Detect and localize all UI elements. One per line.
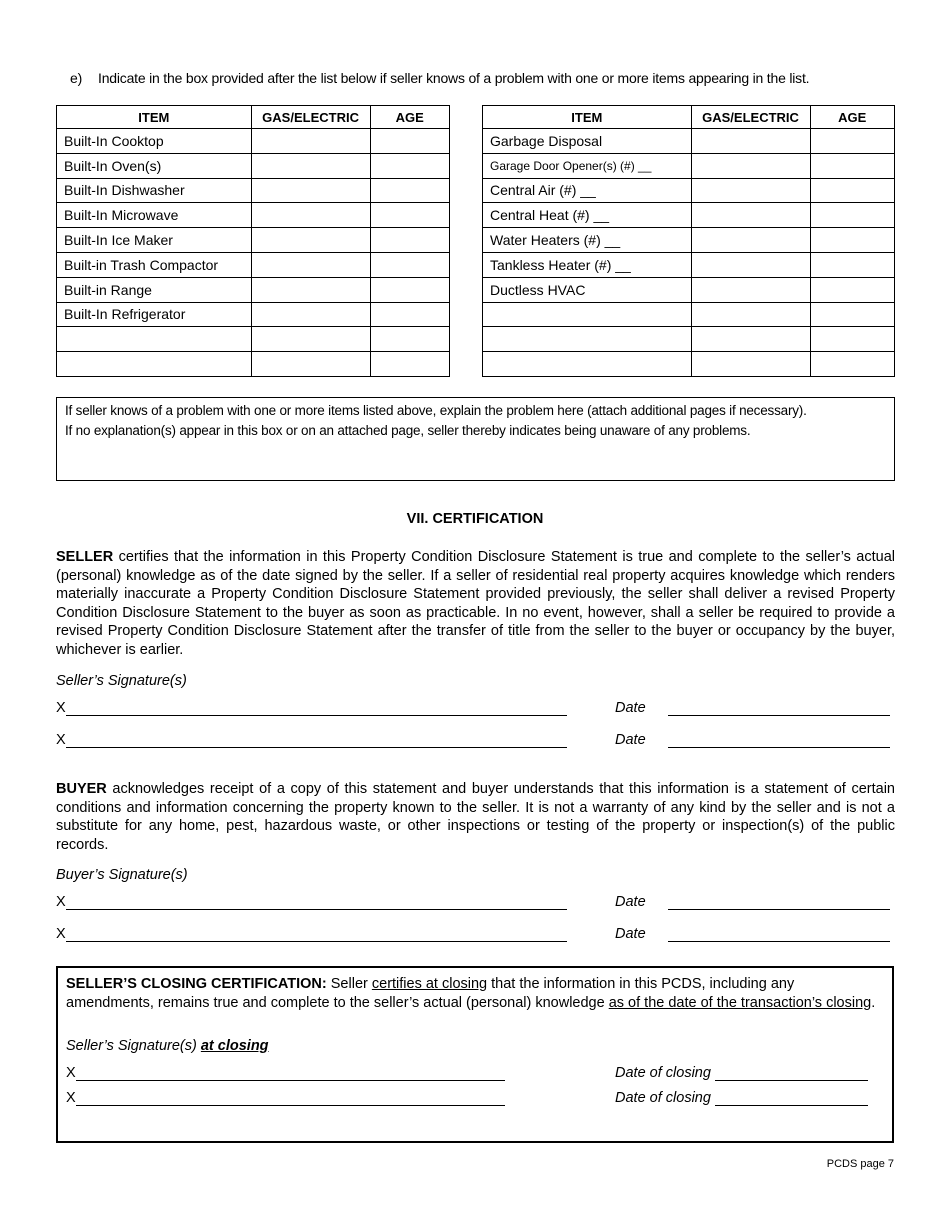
item-name-cell: Garage Door Opener(s) (#) __ bbox=[483, 153, 692, 178]
age-cell[interactable] bbox=[810, 302, 895, 327]
table-row bbox=[57, 302, 450, 327]
date-label: Date bbox=[615, 894, 646, 910]
closing-certification-text bbox=[66, 975, 886, 1012]
age-cell[interactable] bbox=[810, 178, 895, 203]
header-age: AGE bbox=[370, 106, 449, 129]
item-name-cell bbox=[483, 302, 692, 327]
table-row bbox=[483, 327, 895, 352]
header-age: AGE bbox=[810, 106, 895, 129]
date-rule bbox=[715, 1067, 868, 1081]
seller-certification-paragraph bbox=[56, 548, 895, 660]
age-cell[interactable] bbox=[810, 277, 895, 302]
closing-text-2: that the information in this PCDS, including any amendments, remains true and complete to the seller’s actual (personal) knowledge bbox=[66, 976, 795, 1011]
table-row bbox=[483, 129, 895, 154]
seller-date-line-1[interactable] bbox=[615, 700, 890, 716]
seller-signature-line-2[interactable] bbox=[56, 732, 567, 748]
item-name-cell: Built-in Trash Compactor bbox=[57, 252, 252, 277]
date-rule bbox=[668, 734, 890, 748]
item-name-cell: Water Heaters (#) __ bbox=[483, 228, 692, 253]
age-cell[interactable] bbox=[810, 252, 895, 277]
instruction-label: e) bbox=[70, 70, 83, 86]
closing-bold: SELLER’S CLOSING CERTIFICATION: bbox=[66, 976, 327, 992]
signature-rule bbox=[76, 1092, 505, 1106]
gas-electric-cell[interactable] bbox=[691, 129, 810, 154]
x-mark: X bbox=[66, 1090, 76, 1106]
item-name-cell bbox=[483, 327, 692, 352]
date-of-closing-label: Date of closing bbox=[615, 1065, 711, 1081]
age-cell[interactable] bbox=[370, 129, 449, 154]
buyer-signature-line-2[interactable] bbox=[56, 926, 567, 942]
item-name-cell: Built-In Refrigerator bbox=[57, 302, 252, 327]
seller-text: certifies that the information in this Property Condition Disclosure Statement is true and complete to the seller’s actual (personal) knowledge as of the date signed by the seller. If a seller of residential real property acquires knowledge which renders materially inaccurate a Property Condition Disclosure Statement provided previously, the seller shall deliver a revised Property Condition Disclosure Statement to the buyer as soon as practicable. In no event, however, shall a seller be required to provide a revised Property Condition Disclosure Statement after the transfer of title from the seller to the buyer or occupancy by the buyer, whichever is earlier. bbox=[56, 549, 895, 658]
buyer-bold: BUYER bbox=[56, 781, 107, 797]
gas-electric-cell[interactable] bbox=[251, 153, 370, 178]
table-row bbox=[57, 252, 450, 277]
table-row bbox=[57, 203, 450, 228]
age-cell[interactable] bbox=[810, 327, 895, 352]
gas-electric-cell[interactable] bbox=[691, 252, 810, 277]
age-cell[interactable] bbox=[810, 129, 895, 154]
buyer-signature-line-1[interactable] bbox=[56, 894, 567, 910]
date-rule bbox=[715, 1092, 868, 1106]
gas-electric-cell[interactable] bbox=[251, 352, 370, 377]
age-cell[interactable] bbox=[370, 203, 449, 228]
date-label: Date bbox=[615, 926, 646, 942]
header-gas-electric: GAS/ELECTRIC bbox=[691, 106, 810, 129]
age-cell[interactable] bbox=[810, 228, 895, 253]
table-row bbox=[57, 129, 450, 154]
gas-electric-cell[interactable] bbox=[251, 228, 370, 253]
table-row bbox=[483, 228, 895, 253]
seller-signature-label: Seller’s Signature(s) bbox=[56, 673, 187, 689]
item-name-cell: Central Heat (#) __ bbox=[483, 203, 692, 228]
buyer-date-line-2[interactable] bbox=[615, 926, 890, 942]
date-of-closing-label: Date of closing bbox=[615, 1090, 711, 1106]
section-title: VII. CERTIFICATION bbox=[406, 511, 544, 527]
age-cell[interactable] bbox=[810, 352, 895, 377]
buyer-date-line-1[interactable] bbox=[615, 894, 890, 910]
gas-electric-cell[interactable] bbox=[691, 277, 810, 302]
explain-line-1: If seller knows of a problem with one or more items listed above, explain the problem here (attach additional pages if necessary). bbox=[65, 403, 807, 418]
page-footer: PCDS page 7 bbox=[826, 1158, 894, 1170]
signature-rule bbox=[66, 734, 567, 748]
item-name-cell: Built-In Microwave bbox=[57, 203, 252, 228]
closing-sig-label-text: Seller’s Signature(s) bbox=[66, 1038, 201, 1054]
age-cell[interactable] bbox=[370, 252, 449, 277]
table-row bbox=[57, 277, 450, 302]
closing-text-1: Seller bbox=[326, 976, 372, 992]
item-name-cell: Ductless HVAC bbox=[483, 277, 692, 302]
gas-electric-cell[interactable] bbox=[691, 327, 810, 352]
gas-electric-cell[interactable] bbox=[251, 327, 370, 352]
table-row bbox=[483, 352, 895, 377]
item-name-cell: Built-In Oven(s) bbox=[57, 153, 252, 178]
instruction-e bbox=[70, 70, 809, 86]
x-mark: X bbox=[66, 1065, 76, 1081]
gas-electric-cell[interactable] bbox=[251, 178, 370, 203]
item-name-cell: Built-In Ice Maker bbox=[57, 228, 252, 253]
buyer-acknowledgement-paragraph bbox=[56, 780, 895, 854]
x-mark: X bbox=[56, 926, 66, 942]
age-cell[interactable] bbox=[370, 302, 449, 327]
age-cell[interactable] bbox=[370, 178, 449, 203]
x-mark: X bbox=[56, 700, 66, 716]
closing-text-3: . bbox=[871, 994, 876, 1011]
seller-signature-line-1[interactable] bbox=[56, 700, 567, 716]
gas-electric-cell[interactable] bbox=[251, 203, 370, 228]
date-label: Date bbox=[615, 732, 646, 748]
table-row bbox=[483, 252, 895, 277]
table-row bbox=[483, 178, 895, 203]
x-mark: X bbox=[56, 894, 66, 910]
item-name-cell bbox=[483, 352, 692, 377]
gas-electric-cell[interactable] bbox=[691, 178, 810, 203]
date-rule bbox=[668, 702, 890, 716]
header-gas-electric: GAS/ELECTRIC bbox=[251, 106, 370, 129]
problem-explanation-box[interactable] bbox=[56, 397, 895, 481]
table-row bbox=[483, 302, 895, 327]
closing-signature-label bbox=[66, 1038, 269, 1054]
explain-line-2: If no explanation(s) appear in this box or on an attached page, seller thereby indicates being unaware of any problems. bbox=[65, 423, 751, 438]
closing-signature-line-2[interactable] bbox=[66, 1090, 505, 1106]
appliance-table-right bbox=[482, 105, 895, 377]
date-label: Date bbox=[615, 700, 646, 716]
item-name-cell bbox=[57, 327, 252, 352]
signature-rule bbox=[66, 896, 567, 910]
table-row bbox=[57, 178, 450, 203]
closing-underline-2: as of the date of the transaction’s closing bbox=[608, 994, 872, 1011]
gas-electric-cell[interactable] bbox=[691, 228, 810, 253]
seller-date-line-2[interactable] bbox=[615, 732, 890, 748]
closing-sig-label-bold: at closing bbox=[200, 1038, 269, 1054]
instruction-text: Indicate in the box provided after the list below if seller knows of a problem with one or more items appearing in the list. bbox=[98, 70, 810, 86]
closing-underline-1: certifies at closing bbox=[371, 976, 488, 992]
x-mark: X bbox=[56, 732, 66, 748]
closing-signature-line-1[interactable] bbox=[66, 1065, 505, 1081]
closing-date-line-2[interactable] bbox=[615, 1090, 868, 1106]
item-name-cell: Built-In Dishwasher bbox=[57, 178, 252, 203]
date-rule bbox=[668, 928, 890, 942]
table-row bbox=[483, 277, 895, 302]
header-item: ITEM bbox=[483, 106, 692, 129]
date-rule bbox=[668, 896, 890, 910]
appliance-table-left bbox=[56, 105, 450, 377]
header-item: ITEM bbox=[57, 106, 252, 129]
seller-closing-certification-box bbox=[56, 966, 894, 1143]
gas-electric-cell[interactable] bbox=[691, 153, 810, 178]
item-name-cell: Built-In Cooktop bbox=[57, 129, 252, 154]
gas-electric-cell[interactable] bbox=[251, 252, 370, 277]
table-row bbox=[483, 153, 895, 178]
item-name-cell: Central Air (#) __ bbox=[483, 178, 692, 203]
age-cell[interactable] bbox=[370, 277, 449, 302]
signature-rule bbox=[66, 928, 567, 942]
item-name-cell: Garbage Disposal bbox=[483, 129, 692, 154]
signature-rule bbox=[76, 1067, 505, 1081]
buyer-signature-label: Buyer’s Signature(s) bbox=[56, 867, 188, 883]
table-row bbox=[57, 352, 450, 377]
table-row bbox=[57, 327, 450, 352]
gas-electric-cell[interactable] bbox=[251, 277, 370, 302]
item-name-cell: Built-in Range bbox=[57, 277, 252, 302]
gas-electric-cell[interactable] bbox=[691, 302, 810, 327]
signature-rule bbox=[66, 702, 567, 716]
closing-date-line-1[interactable] bbox=[615, 1065, 868, 1081]
seller-bold: SELLER bbox=[56, 549, 114, 565]
age-cell[interactable] bbox=[370, 327, 449, 352]
gas-electric-cell[interactable] bbox=[251, 129, 370, 154]
age-cell[interactable] bbox=[810, 203, 895, 228]
item-name-cell bbox=[57, 352, 252, 377]
age-cell[interactable] bbox=[370, 153, 449, 178]
age-cell[interactable] bbox=[370, 228, 449, 253]
age-cell[interactable] bbox=[810, 153, 895, 178]
gas-electric-cell[interactable] bbox=[251, 302, 370, 327]
table-row bbox=[57, 228, 450, 253]
gas-electric-cell[interactable] bbox=[691, 352, 810, 377]
buyer-text: acknowledges receipt of a copy of this statement and buyer understands that this information is a statement of certain conditions and information concerning the property known to the seller. It is not a warranty of any kind by the seller and is not a substitute for any home, pest, hazardous waste, or other inspections or testing of the property or inspection(s) of the public records. bbox=[56, 781, 895, 853]
table-row bbox=[483, 203, 895, 228]
table-row bbox=[57, 153, 450, 178]
gas-electric-cell[interactable] bbox=[691, 203, 810, 228]
age-cell[interactable] bbox=[370, 352, 449, 377]
item-name-cell: Tankless Heater (#) __ bbox=[483, 252, 692, 277]
